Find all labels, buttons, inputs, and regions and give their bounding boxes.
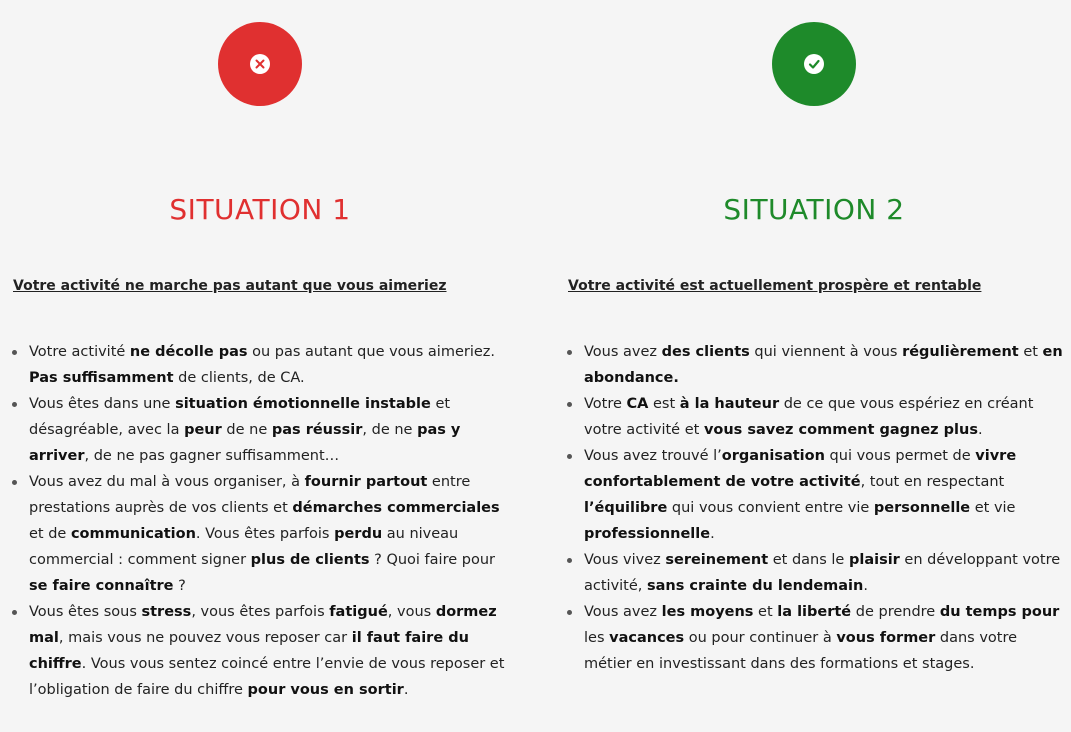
list-item xyxy=(10,469,510,599)
bold-text: vous savez comment gagnez plus xyxy=(703,422,978,438)
text-segment: ? Quoi faire pour xyxy=(369,552,495,568)
bold-text: personnelle xyxy=(873,500,971,516)
bold-text: sans crainte du lendemain xyxy=(647,578,864,594)
text-segment: Votre xyxy=(584,396,627,412)
text-segment: , tout en respectant xyxy=(860,474,1005,490)
text-segment: qui viennent à vous xyxy=(749,344,903,360)
text-segment: au niveau commercial : comment signer xyxy=(29,526,459,568)
close-icon xyxy=(250,54,270,74)
bold-text: dormez mal xyxy=(29,604,497,646)
text-segment: de ne xyxy=(221,422,272,438)
text-segment: , de ne pas gagner suffisamment… xyxy=(84,448,340,464)
bold-text: en abondance. xyxy=(584,344,1063,386)
text-segment: les xyxy=(584,630,610,646)
text-segment: et vie xyxy=(970,500,1016,516)
text-segment: et xyxy=(1018,344,1043,360)
text-segment: , vous xyxy=(387,604,436,620)
bold-text: ne décolle pas xyxy=(129,344,248,360)
text-segment: entre prestations auprès de vos clients et xyxy=(29,474,471,516)
text-segment: qui vous permet de xyxy=(824,448,976,464)
bold-text: perdu xyxy=(334,526,383,542)
close-circle-icon xyxy=(218,22,302,106)
text-segment: Vous avez du mal à vous organiser, à xyxy=(29,474,305,490)
list-item xyxy=(10,391,510,469)
text-segment: . Vous êtes parfois xyxy=(195,526,335,542)
bold-text: la liberté xyxy=(777,604,852,620)
text-segment: . Vous vous sentez coincé entre l’envie de vous reposer et l’obligation de faire du chiffre xyxy=(29,656,505,698)
bold-text: CA xyxy=(626,396,649,412)
text-segment: . xyxy=(710,526,715,542)
text-segment: et désagréable, avec la xyxy=(29,396,451,438)
check-icon xyxy=(804,54,824,74)
bold-text: fatigué xyxy=(329,604,388,620)
text-segment: de prendre xyxy=(851,604,940,620)
situation2-list xyxy=(565,339,1065,677)
text-segment: . xyxy=(863,578,868,594)
check-circle-icon xyxy=(772,22,856,106)
text-segment: Vous vivez xyxy=(584,552,666,568)
bold-text: vivre confortablement de votre activité xyxy=(584,448,1017,490)
text-segment: dans votre métier en investissant dans des formations et stages. xyxy=(584,630,1018,672)
text-segment: et xyxy=(753,604,778,620)
text-segment: de ce que vous espériez en créant votre activité et xyxy=(584,396,1034,438)
text-segment: de clients, de CA. xyxy=(173,370,305,386)
bold-text: sereinement xyxy=(665,552,769,568)
bold-text: se faire connaître xyxy=(29,578,174,594)
bold-text: vous former xyxy=(836,630,936,646)
bold-text: fournir partout xyxy=(304,474,428,490)
bold-text: les moyens xyxy=(661,604,754,620)
text-segment: Vous avez trouvé l’ xyxy=(584,448,722,464)
text-segment: ? xyxy=(173,578,186,594)
list-item xyxy=(565,391,1065,443)
bold-text: Pas suffisamment xyxy=(29,370,174,386)
situation1-title: SITUATION 1 xyxy=(169,193,351,226)
text-segment: . xyxy=(403,682,409,698)
bold-text: du temps pour xyxy=(939,604,1060,620)
text-segment: et de xyxy=(29,526,71,542)
text-segment: . xyxy=(977,422,983,438)
bold-text: professionnelle xyxy=(584,526,711,542)
situation2-title: SITUATION 2 xyxy=(723,193,905,226)
bold-text: des clients xyxy=(661,344,750,360)
situation1-subtitle: Votre activité ne marche pas autant que vous aimeriez xyxy=(13,278,447,294)
text-segment: , vous êtes parfois xyxy=(191,604,330,620)
text-segment: et dans le xyxy=(768,552,849,568)
bold-text: plus de clients xyxy=(250,552,370,568)
bold-text: situation émotionnelle instable xyxy=(175,396,431,412)
bold-text: communication xyxy=(70,526,196,542)
bold-text: il faut faire du chiffre xyxy=(29,630,469,672)
text-segment: , de ne xyxy=(362,422,418,438)
bold-text: pour vous en sortir xyxy=(247,682,404,698)
text-segment: ou pas autant que vous aimeriez. xyxy=(247,344,495,360)
situation1-list xyxy=(10,339,510,703)
list-item xyxy=(565,443,1065,547)
text-segment: Vous avez xyxy=(584,344,662,360)
text-segment: Votre activité xyxy=(29,344,130,360)
bold-text: organisation xyxy=(721,448,825,464)
text-segment: Vous êtes sous xyxy=(29,604,142,620)
text-segment: Vous êtes dans une xyxy=(29,396,176,412)
bold-text: l’équilibre xyxy=(584,500,668,516)
bold-text: régulièrement xyxy=(902,344,1019,360)
bold-text: vacances xyxy=(609,630,685,646)
bold-text: pas y arriver xyxy=(29,422,461,464)
bold-text: pas réussir xyxy=(271,422,363,438)
bold-text: démarches commerciales xyxy=(292,500,500,516)
bold-text: peur xyxy=(184,422,222,438)
text-segment: ou pour continuer à xyxy=(684,630,837,646)
list-item xyxy=(565,599,1065,677)
list-item xyxy=(10,599,510,703)
list-item xyxy=(565,547,1065,599)
text-segment: , mais vous ne pouvez vous reposer car xyxy=(58,630,352,646)
text-segment: est xyxy=(648,396,680,412)
bold-text: stress xyxy=(141,604,192,620)
text-segment: Vous avez xyxy=(584,604,662,620)
bold-text: plaisir xyxy=(848,552,900,568)
text-segment: en développant votre activité, xyxy=(584,552,1061,594)
text-segment: qui vous convient entre vie xyxy=(667,500,874,516)
situation2-subtitle: Votre activité est actuellement prospère et rentable xyxy=(568,278,982,294)
bold-text: à la hauteur xyxy=(679,396,780,412)
list-item xyxy=(565,339,1065,391)
list-item xyxy=(10,339,510,391)
